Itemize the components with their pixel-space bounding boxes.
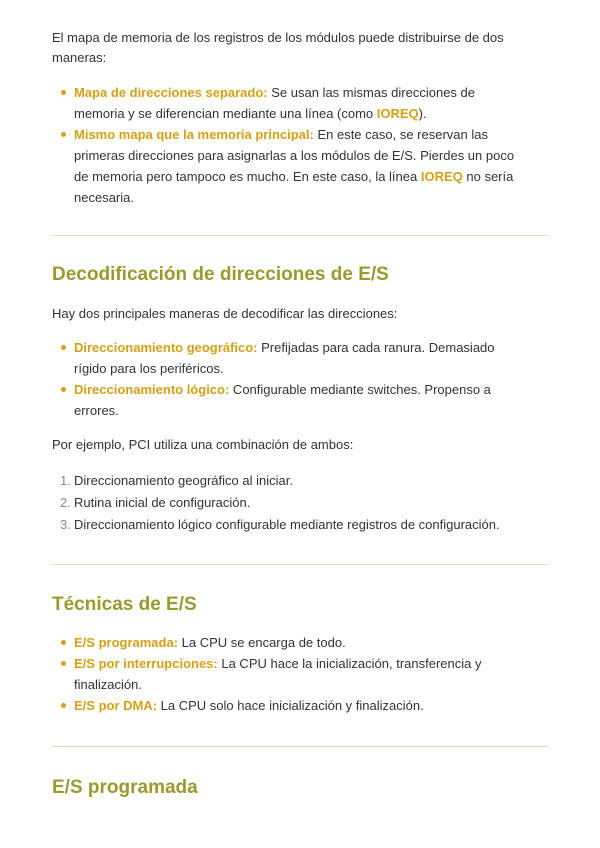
term: Mapa de direcciones separado: [74, 85, 268, 100]
list-item [52, 492, 542, 513]
item-text-end: no sería necesaria. [74, 169, 514, 205]
memory-map-list [52, 82, 522, 208]
section-title-programada: E/S programada [52, 777, 198, 798]
item-text: Configurable mediante switches. Propenso a errores. [74, 382, 491, 418]
item-text: La CPU solo hace inicialización y finalización. [157, 698, 424, 713]
list-item [52, 695, 522, 716]
list-item [52, 632, 522, 653]
addressing-list [52, 337, 522, 421]
term: Direccionamiento lógico: [74, 382, 230, 397]
list-item [52, 82, 522, 124]
section-title-decodificacion: Decodificación de direcciones de E/S [52, 264, 389, 285]
item-text: Se usan las mismas direcciones de memoria y se diferencian mediante una línea (como [74, 85, 475, 121]
section-divider [52, 746, 548, 747]
techniques-list [52, 632, 522, 716]
code-ioreq: IOREQ [420, 169, 463, 184]
example-paragraph: Por ejemplo, PCI utiliza una combinación de ambos: [52, 437, 354, 452]
step-text: Direccionamiento geográfico al iniciar. [74, 473, 293, 488]
item-text: En este caso, se reservan las primeras direcciones para asignarlas a los módulos de E/S. Pierdes un poco de memoria pero tampoco es mucho. En este caso, la línea [74, 127, 515, 184]
list-item [52, 337, 522, 379]
term: E/S por interrupciones: [74, 656, 218, 671]
code-ioreq: IOREQ [376, 106, 419, 121]
step-text: Direccionamiento lógico configurable mediante registros de configuración. [74, 517, 500, 532]
step-number: 3. [60, 517, 71, 532]
step-number: 1. [60, 473, 71, 488]
list-item [52, 124, 522, 208]
step-number: 2. [60, 495, 71, 510]
term: E/S programada: [74, 635, 179, 650]
step-text: Rutina inicial de configuración. [74, 495, 251, 510]
item-text: La CPU se encarga de todo. [178, 635, 346, 650]
item-text: La CPU hace la inicialización, transferencia y finalización. [74, 656, 482, 692]
item-text: Prefijadas para cada ranura. Demasiado rígido para los periféricos. [74, 340, 495, 376]
list-item [52, 379, 522, 421]
list-item [52, 514, 542, 535]
section-divider [52, 235, 548, 236]
section-title-tecnicas: Técnicas de E/S [52, 594, 197, 615]
intro-paragraph: El mapa de memoria de los registros de los módulos puede distribuirse de dos maneras: [52, 30, 504, 65]
list-item [52, 470, 542, 491]
section1-intro: Hay dos principales maneras de decodificar las direcciones: [52, 306, 398, 321]
list-item [52, 653, 522, 695]
item-text-end: ). [418, 106, 427, 121]
pci-steps-list [52, 470, 542, 535]
term: Direccionamiento geográfico: [74, 340, 258, 355]
section-divider [52, 564, 548, 565]
term: Mismo mapa que la memoria principal: [74, 127, 314, 142]
term: E/S por DMA: [74, 698, 158, 713]
